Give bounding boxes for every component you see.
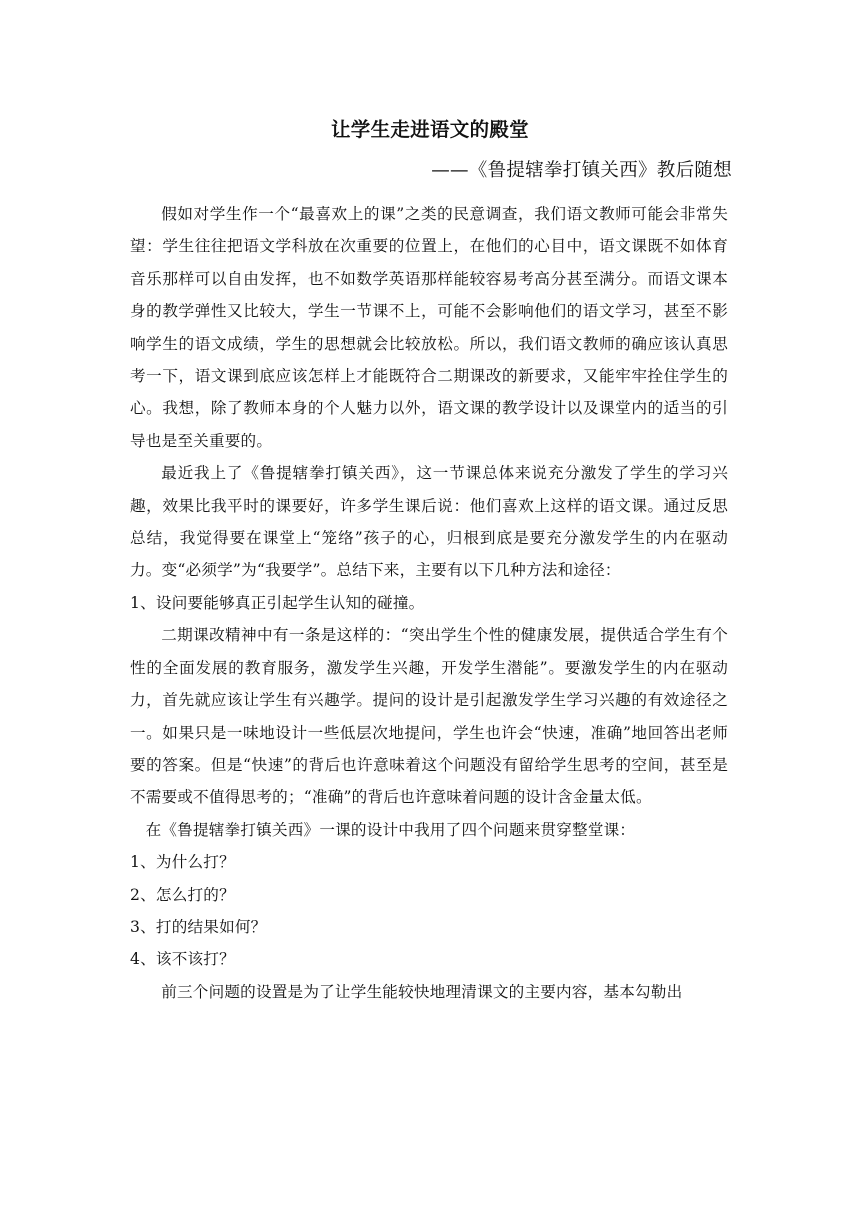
document-subtitle: ——《鲁提辖拳打镇关西》教后随想 <box>431 160 732 181</box>
list-item-question-2: 2、怎么打的？ <box>130 885 235 904</box>
list-item-question-3: 3、打的结果如何？ <box>130 917 267 936</box>
paragraph-recent-lesson: 最近我上了《鲁提辖拳打镇关西》，这一节课总体来说充分激发了学生的学习兴趣，效果比我平时的课要好，许多学生课后说：他们喜欢上这样的语文课。通过反思总结，我觉得要在课堂上“笼络”孩子的心，归根到底是要充分激发学生的内在驱动力。变“必须学”为“我要学”。总结下来，主要有以下几种方法和途径： <box>130 464 728 580</box>
list-item-question-4: 4、该不该打？ <box>130 950 235 969</box>
document-title: 让学生走进语文的殿堂 <box>330 118 529 141</box>
heading-point-1: 1、设问要能够真正引起学生认知的碰撞。 <box>130 593 425 612</box>
paragraph-curriculum-reform: 二期课改精神中有一条是这样的：“突出学生个性的健康发展，提供适合学生有个性的全面发展的教育服务，激发学生兴趣，开发学生潜能”。要激发学生的内在驱动力，首先就应该让学生有兴趣学。提问的设计是引起激发学生学习兴趣的有效途径之一。如果只是一味地设计一些低层次地提问，学生也许会“快速，准确”地回答出老师要的答案。但是“快速”的背后也许意味着这个问题没有留给学生思考的空间，甚至是不需要或不值得思考的；“准确”的背后也许意味着问题的设计含金量太低。 <box>130 626 728 807</box>
document-body <box>130 198 728 1008</box>
paragraph-four-questions: 在《鲁提辖拳打镇关西》一课的设计中我用了四个问题来贯穿整堂课： <box>145 820 636 839</box>
paragraph-first-three-questions: 前三个问题的设置是为了让学生能较快地理清课文的主要内容，基本勾勒出 <box>161 982 683 1001</box>
list-item-question-1: 1、为什么打？ <box>130 853 235 872</box>
paragraph-intro: 假如对学生作一个“最喜欢上的课”之类的民意调查，我们语文教师可能会非常失望：学生往往把语文学科放在次重要的位置上，在他们的心目中，语文课既不如体育音乐那样可以自由发挥，也不如数学英语那样能较容易考高分甚至满分。而语文课本身的教学弹性又比较大，学生一节课不上，可能不会影响他们的语文学习，甚至不影响学生的语文成绩，学生的思想就会比较放松。所以，我们语文教师的确应该认真思考一下，语文课到底应该怎样上才能既符合二期课改的新要求，又能牢牢拴住学生的心。我想，除了教师本身的个人魅力以外，语文课的教学设计以及课堂内的适当的引导也是至关重要的。 <box>130 205 728 450</box>
